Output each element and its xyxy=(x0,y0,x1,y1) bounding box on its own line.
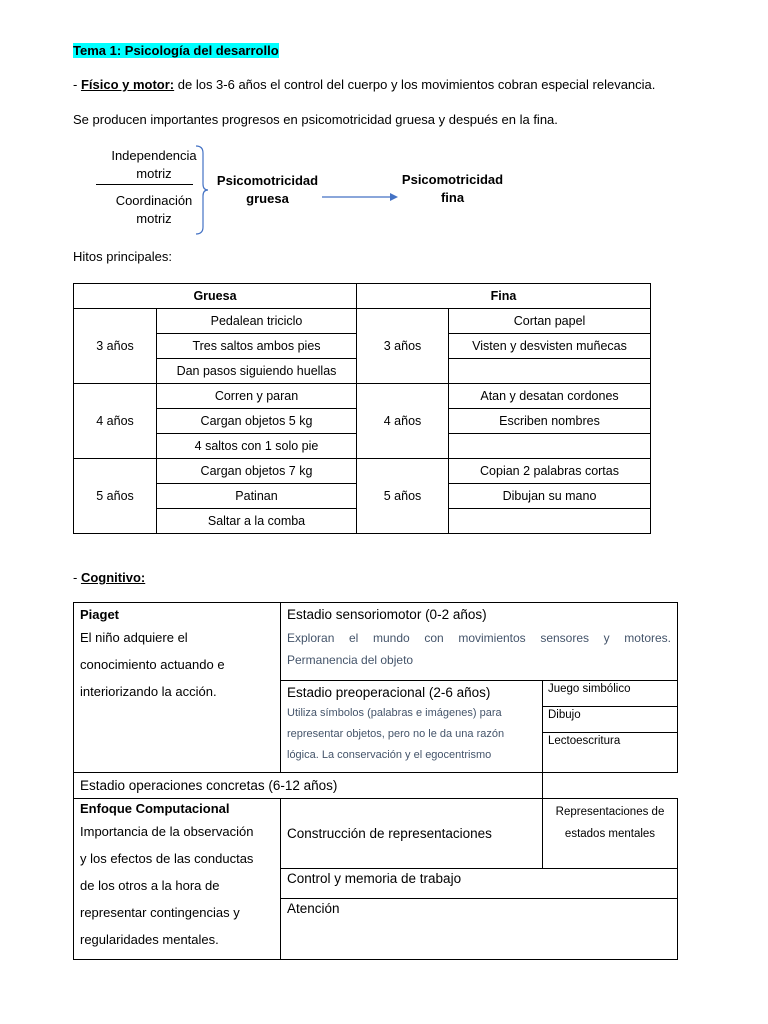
diagram-psicomotricidad-fina xyxy=(395,171,510,207)
stage2-item: Lectoescritura xyxy=(543,733,678,773)
computational-line: regularidades mentales. xyxy=(80,932,219,947)
gruesa-line2: gruesa xyxy=(246,191,289,206)
table-row xyxy=(74,773,678,799)
fina-cell xyxy=(449,509,651,534)
stage2-title: Estadio preoperacional (2-6 años) xyxy=(287,685,491,700)
fina-cell: Copian 2 palabras cortas xyxy=(449,459,651,484)
fina-cell xyxy=(449,434,651,459)
diagram-item2-line1: Coordinación xyxy=(115,193,193,208)
piaget-line: interiorizando la acción. xyxy=(80,684,217,699)
stage1-desc-line1: Exploran el mundo con movimientos sensores y motores. xyxy=(287,631,671,645)
piaget-title: Piaget xyxy=(80,607,120,622)
fina-cell: Escriben nombres xyxy=(449,409,651,434)
diagram-psicomotricidad-gruesa xyxy=(210,172,325,208)
fina-cell: Visten y desvisten muñecas xyxy=(449,334,651,359)
diagram-item1-line2: motriz xyxy=(136,166,172,181)
age-cell: 4 años xyxy=(357,384,449,459)
diagram-item1-line1: Independencia xyxy=(111,148,197,163)
fina-cell xyxy=(449,359,651,384)
table-row xyxy=(74,799,678,869)
attention-cell: Atención xyxy=(281,899,678,960)
title-highlight: Tema 1: Psicología del desarrollo xyxy=(73,43,279,58)
control-cell: Control y memoria de trabajo xyxy=(281,869,678,899)
cognitive-heading xyxy=(73,570,145,585)
diagram-item2-line2: motriz xyxy=(136,211,172,226)
fina-line2: fina xyxy=(440,190,465,205)
fina-cell: Dibujan su mano xyxy=(449,484,651,509)
mental-line1: Representaciones de xyxy=(555,806,665,818)
gruesa-cell: Saltar a la comba xyxy=(157,509,357,534)
piaget-cell xyxy=(74,603,281,773)
page-title xyxy=(73,43,279,58)
physical-dash: - xyxy=(73,77,81,92)
computational-title: Enfoque Computacional xyxy=(80,801,230,816)
fina-cell: Atan y desatan cordones xyxy=(449,384,651,409)
stage2-item: Dibujo xyxy=(543,707,678,733)
stage1-title: Estadio sensoriomotor (0-2 años) xyxy=(287,607,487,622)
table-row xyxy=(74,309,651,334)
cognitive-table xyxy=(73,602,678,960)
stage3-cell: Estadio operaciones concretas (6-12 años) xyxy=(74,773,543,799)
stage2-desc-line: representar objetos, pero no le da una razón xyxy=(287,728,505,740)
age-cell: 5 años xyxy=(74,459,157,534)
milestones-label: Hitos principales: xyxy=(73,249,172,264)
mental-states-cell xyxy=(543,799,678,869)
computational-line: y los efectos de las conductas xyxy=(80,851,254,866)
computational-line: de los otros a la hora de xyxy=(80,878,220,893)
header-gruesa: Gruesa xyxy=(74,284,357,309)
stage2-item: Juego simbólico xyxy=(543,681,678,707)
table-row xyxy=(74,459,651,484)
physical-label: Físico y motor: xyxy=(80,77,175,92)
physical-motor-paragraph xyxy=(73,77,655,92)
cognitive-label: Cognitivo: xyxy=(80,570,146,585)
gruesa-cell: Tres saltos ambos pies xyxy=(157,334,357,359)
table-row xyxy=(74,603,678,681)
physical-text: de los 3-6 años el control del cuerpo y los movimientos cobran especial relevancia. xyxy=(174,77,656,92)
age-cell: 3 años xyxy=(357,309,449,384)
motor-milestones-table xyxy=(73,283,651,534)
gruesa-line1: Psicomotricidad xyxy=(216,173,319,188)
stage1-desc-line2: Permanencia del objeto xyxy=(287,653,414,667)
stage2-desc-line: lógica. La conservación y el egocentrismo xyxy=(287,749,492,761)
gruesa-cell: Corren y paran xyxy=(157,384,357,409)
gruesa-cell: Dan pasos siguiendo huellas xyxy=(157,359,357,384)
fina-cell: Cortan papel xyxy=(449,309,651,334)
gruesa-cell: Patinan xyxy=(157,484,357,509)
header-fina: Fina xyxy=(357,284,651,309)
fina-line1: Psicomotricidad xyxy=(401,172,504,187)
construction-cell: Construcción de representaciones xyxy=(281,799,543,869)
age-cell: 5 años xyxy=(357,459,449,534)
progress-paragraph: Se producen importantes progresos en psicomotricidad gruesa y después en la fina. xyxy=(73,112,558,127)
diagram-divider xyxy=(96,184,193,185)
computational-cell xyxy=(74,799,281,960)
stage1-cell xyxy=(281,603,678,681)
piaget-line: El niño adquiere el xyxy=(80,630,188,645)
table-row xyxy=(74,384,651,409)
table-header-row xyxy=(74,284,651,309)
piaget-line: conocimiento actuando e xyxy=(80,657,225,672)
gruesa-cell: Pedalean triciclo xyxy=(157,309,357,334)
cognitive-dash: - xyxy=(73,570,81,585)
stage2-cell xyxy=(281,681,543,773)
brace-icon xyxy=(196,146,208,234)
computational-line: representar contingencias y xyxy=(80,905,240,920)
mental-line2: estados mentales xyxy=(564,828,656,840)
gruesa-cell: Cargan objetos 7 kg xyxy=(157,459,357,484)
gruesa-cell: Cargan objetos 5 kg xyxy=(157,409,357,434)
gruesa-cell: 4 saltos con 1 solo pie xyxy=(157,434,357,459)
age-cell: 3 años xyxy=(74,309,157,384)
stage2-desc-line: Utiliza símbolos (palabras e imágenes) para xyxy=(287,707,502,719)
computational-line: Importancia de la observación xyxy=(80,824,254,839)
age-cell: 4 años xyxy=(74,384,157,459)
